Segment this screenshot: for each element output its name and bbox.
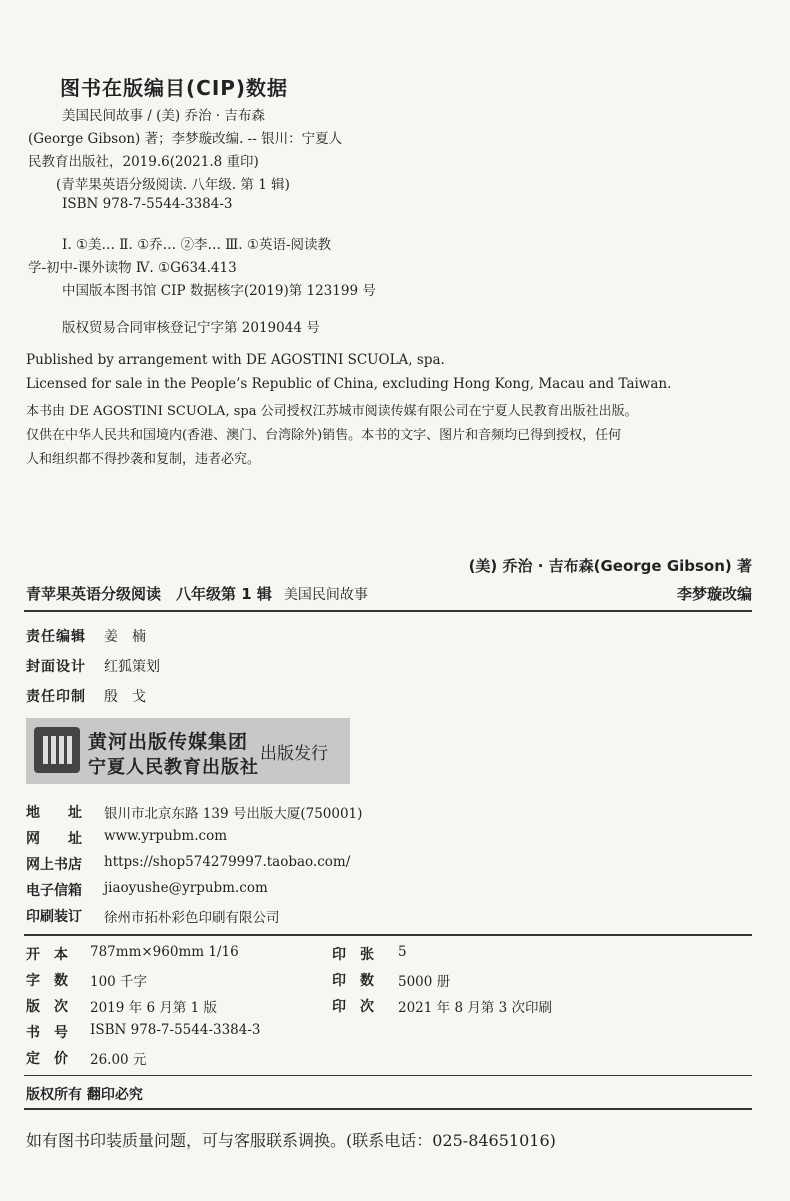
divider [24, 610, 752, 612]
divider [24, 934, 752, 936]
website-link[interactable]: www.yrpubm.com [104, 828, 227, 844]
publisher-role: 出版发行 [260, 744, 328, 764]
credit-label: 责任印制 [26, 689, 86, 705]
series-name: 青苹果英语分级阅读 八年级第 1 辑 [26, 585, 272, 603]
credit-value: 姜 楠 [104, 629, 146, 645]
spec-label: 开 本 [26, 947, 68, 963]
cip-line: 民教育出版社，2019.6(2021.8 重印) [28, 154, 259, 170]
info-label: 网 址 [26, 831, 82, 847]
publisher-name: 宁夏人民教育出版社 [88, 757, 259, 778]
cip-line: 学-初中-课外读物 Ⅳ. ①G634.413 [28, 260, 237, 276]
credit-value: 殷 戈 [104, 689, 146, 705]
spec-label: 印 次 [332, 999, 374, 1015]
divider [24, 1075, 752, 1076]
spec-label: 定 价 [26, 1051, 68, 1067]
cip-line: 版权贸易合同审核登记宁字第 2019044 号 [62, 320, 320, 336]
credit-label: 责任编辑 [26, 629, 86, 645]
shop-link[interactable]: https://shop574279997.taobao.com/ [104, 854, 351, 870]
credit-label: 封面设计 [26, 659, 86, 675]
book-title: 美国民间故事 [283, 587, 368, 603]
cip-line: (George Gibson) 著；李梦璇改编. -- 银川：宁夏人 [28, 131, 343, 147]
spec-value: 787mm×960mm 1/16 [90, 944, 239, 960]
spec-value: ISBN 978-7-5544-3384-3 [90, 1022, 261, 1038]
license-line: 本书由 DE AGOSTINI SCUOLA, spa 公司授权江苏城市阅读传媒有限公司在宁夏人民教育出版社出版。 [26, 404, 638, 419]
spec-label: 字 数 [26, 973, 68, 989]
divider [24, 1108, 752, 1110]
license-line: Licensed for sale in the People’s Republic of China, excluding Hong Kong, Macau and Taiwan. [26, 376, 672, 392]
info-value: 徐州市拓朴彩色印刷有限公司 [104, 910, 280, 926]
spec-value: 2019 年 6 月第 1 版 [90, 1000, 217, 1016]
info-label: 电子信箱 [26, 883, 82, 899]
spec-value: 100 千字 [90, 974, 148, 990]
email-link[interactable]: jiaoyushe@yrpubm.com [104, 880, 268, 896]
copyright-notice: 版权所有 翻印必究 [26, 1087, 143, 1103]
spec-label: 版 次 [26, 999, 68, 1015]
books-icon [34, 727, 80, 773]
spec-value: 2021 年 8 月第 3 次印刷 [398, 1000, 552, 1016]
license-line: Published by arrangement with DE AGOSTINI SCUOLA, spa. [26, 352, 445, 368]
license-line: 仅供在中华人民共和国境内(香港、澳门、台湾除外)销售。本书的文字、图片和音频均已得到授权，任何 [26, 428, 622, 443]
info-label: 印刷装订 [26, 909, 82, 925]
series-title [26, 583, 368, 604]
cip-title: 图书在版编目(CIP)数据 [60, 76, 289, 100]
spec-label: 书 号 [26, 1025, 68, 1041]
publisher-group-name: 黄河出版传媒集团 [88, 731, 249, 753]
spec-label: 印 张 [332, 947, 374, 963]
spec-label: 印 数 [332, 973, 374, 989]
credit-value: 红狐策划 [104, 659, 160, 675]
spec-value: 26.00 元 [90, 1052, 147, 1068]
info-label: 地 址 [26, 805, 82, 821]
info-label: 网上书店 [26, 857, 82, 873]
cip-line: Ⅰ. ①美… Ⅱ. ①乔… ②李… Ⅲ. ①英语-阅读教 [62, 237, 332, 253]
info-value: 银川市北京东路 139 号出版大厦(750001) [104, 806, 363, 822]
author-line: (美) 乔治 · 吉布森(George Gibson) 著 [468, 557, 752, 575]
cip-line: 中国版本图书馆 CIP 数据核字(2019)第 123199 号 [62, 283, 376, 299]
cip-line: (青苹果英语分级阅读. 八年级. 第 1 辑) [56, 177, 290, 193]
adaptor-line: 李梦璇改编 [676, 585, 752, 603]
license-line: 人和组织都不得抄袭和复制，违者必究。 [26, 452, 261, 467]
service-note: 如有图书印装质量问题，可与客服联系调换。(联系电话：025-84651016) [26, 1131, 556, 1150]
cip-line: 美国民间故事 / (美) 乔治 · 吉布森 [62, 108, 265, 124]
spec-value: 5000 册 [398, 974, 451, 990]
cip-line: ISBN 978-7-5544-3384-3 [62, 196, 233, 212]
spec-value: 5 [398, 944, 407, 960]
